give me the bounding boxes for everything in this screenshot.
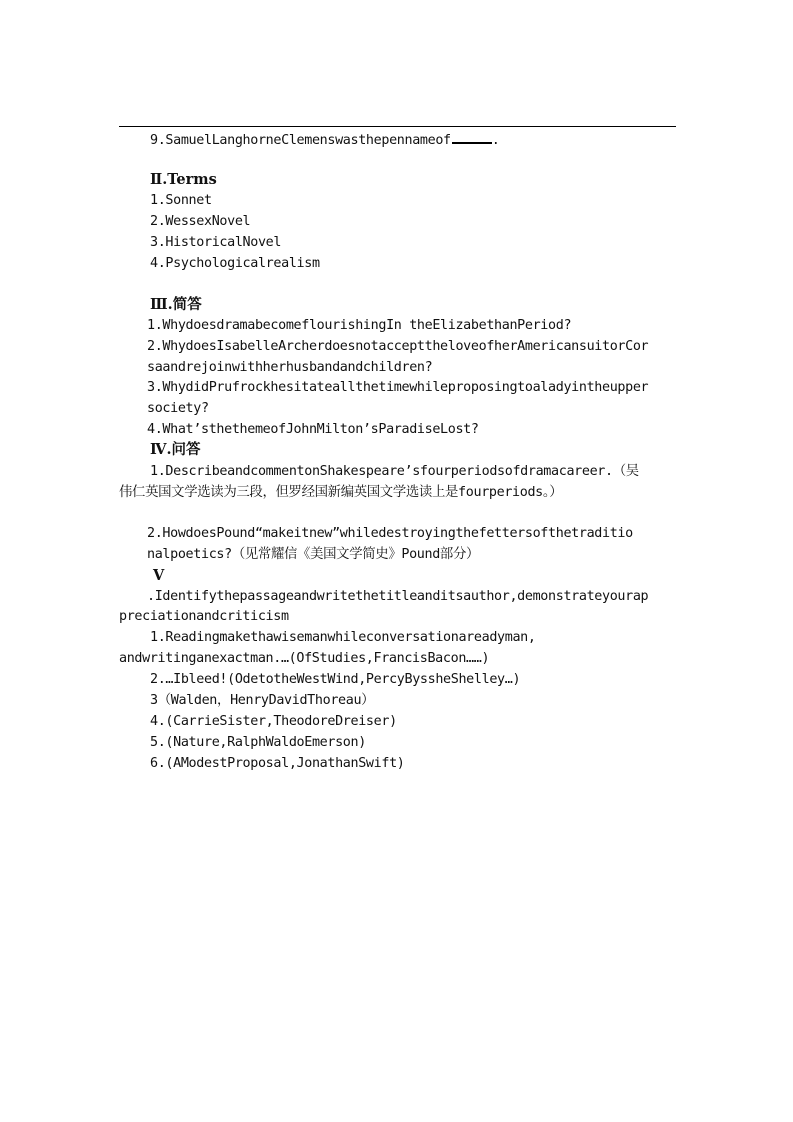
term-item: 2.WessexNovel <box>150 214 251 229</box>
short-answer-line: 3.WhydidPrufrockhesitateallthetimewhileproposingtoaladyintheupper <box>147 380 649 395</box>
short-answer-line: saandrejoinwithherhusbandandchildren? <box>147 360 433 375</box>
section-essay-heading: Ⅳ.问答 <box>150 441 201 458</box>
question-9 <box>150 130 499 150</box>
passage-line: andwritinganexactman.…(OfStudies,FrancisBacon……) <box>119 651 490 666</box>
term-item: 4.Psychologicalrealism <box>150 256 320 271</box>
essay-line: 1.DescribeandcommentonShakespeare’sfourperiodsofdramacareer.（吴 <box>150 464 639 479</box>
passage-line: 4.(CarrieSister,TheodoreDreiser) <box>150 714 397 729</box>
short-answer-line: 4.What’sthethemeofJohnMilton’sParadiseLost? <box>147 422 479 437</box>
section-terms-heading: Ⅱ.Terms <box>150 171 217 188</box>
header-rule <box>119 126 676 127</box>
term-item: 3.HistoricalNovel <box>150 235 282 250</box>
section-passage-heading: Ⅴ <box>153 567 165 584</box>
essay-line: nalpoetics?（见常耀信《美国文学简史》Pound部分） <box>147 547 480 562</box>
essay-line: 2.HowdoesPound“makeitnew”whiledestroyingthefettersofthetraditio <box>147 526 633 541</box>
term-item: 1.Sonnet <box>150 193 212 208</box>
short-answer-line: 1.WhydoesdramabecomeflourishingIn theElizabethanPeriod? <box>147 318 572 333</box>
short-answer-line: society? <box>147 401 209 416</box>
section-short-answer-heading: Ⅲ.简答 <box>150 296 202 313</box>
passage-line: 6.(AModestProposal,JonathanSwift) <box>150 756 405 771</box>
question-9-text: 9.SamuelLanghorneClemenswasthepennameof <box>150 133 451 148</box>
passage-line: 2.…Ibleed!(OdetotheWestWind,PercyByssheShelley…) <box>150 672 521 687</box>
passage-line: 3（Walden，HenryDavidThoreau） <box>150 693 375 708</box>
essay-line: 伟仁英国文学选读为三段，但罗经国新编英国文学选读上是fourperiods。） <box>119 485 563 500</box>
passage-line: 5.(Nature,RalphWaldoEmerson) <box>150 735 366 750</box>
question-9-tail: . <box>491 133 500 148</box>
passage-line: 1.Readingmakethawisemanwhileconversationareadyman, <box>150 630 536 645</box>
passage-line: .Identifythepassageandwritethetitleanditsauthor,demonstrateyourap <box>147 589 649 604</box>
short-answer-line: 2.WhydoesIsabelleArcherdoesnotaccepttheloveofherAmericansuitorCor <box>147 339 649 354</box>
answer-blank <box>452 130 492 144</box>
passage-line: preciationandcriticism <box>119 609 289 624</box>
